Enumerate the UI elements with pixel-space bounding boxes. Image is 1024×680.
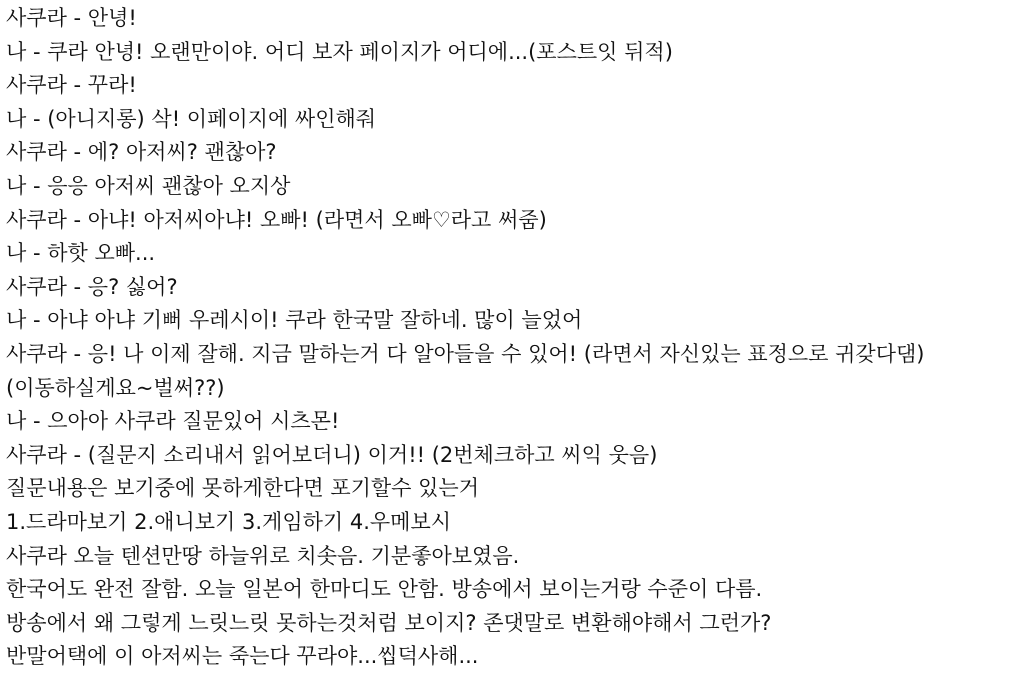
text-line: 사쿠라 - 꾸라! bbox=[6, 73, 137, 98]
text-line: 나 - 아냐 아냐 기뻐 우레시이! 쿠라 한국말 잘하네. 많이 늘었어 bbox=[6, 308, 583, 333]
text-line: 나 - 쿠라 안녕! 오랜만이야. 어디 보자 페이지가 어디에...(포스트잇 뒤적) bbox=[6, 39, 673, 64]
text-line: 사쿠라 - (질문지 소리내서 읽어보더니) 이거!! (2번체크하고 씨익 웃음) bbox=[6, 442, 658, 467]
text-line: 1.드라마보기 2.애니보기 3.게임하기 4.우메보시 bbox=[6, 509, 452, 534]
text-line: 사쿠라 - 응! 나 이제 잘해. 지금 말하는거 다 알아들을 수 있어! (라면서 자신있는 표정으로 귀갖다댐) bbox=[6, 341, 925, 366]
text-line: 질문내용은 보기중에 못하게한다면 포기할수 있는거 bbox=[6, 476, 479, 501]
text-line: 반말어택에 이 아저씨는 죽는다 꾸라야...씹덕사해... bbox=[6, 644, 479, 669]
document-body bbox=[6, 2, 1020, 674]
text-line: 방송에서 왜 그렇게 느릿느릿 못하는것처럼 보이지? 존댓말로 변환해야해서 그런가? bbox=[6, 610, 772, 635]
text-line: 사쿠라 - 아냐! 아저씨아냐! 오빠! (라면서 오빠♡라고 써줌) bbox=[6, 207, 547, 232]
text-line: 한국어도 완전 잘함. 오늘 일본어 한마디도 안함. 방송에서 보이는거랑 수준이 다름. bbox=[6, 577, 763, 602]
text-line: (이동하실게요~벌써??) bbox=[6, 375, 225, 400]
text-line: 사쿠라 - 에? 아저씨? 괜찮아? bbox=[6, 140, 277, 165]
text-line: 사쿠라 - 안녕! bbox=[6, 6, 137, 30]
text-line: 나 - 으아아 사쿠라 질문있어 시츠몬! bbox=[6, 409, 340, 434]
text-line: 사쿠라 - 응? 싫어? bbox=[6, 274, 178, 299]
text-line: 나 - 하핫 오빠... bbox=[6, 241, 156, 266]
text-line: 나 - (아니지롱) 삭! 이페이지에 싸인해줘 bbox=[6, 106, 377, 131]
text-line: 사쿠라 오늘 텐션만땅 하늘위로 치솟음. 기분좋아보였음. bbox=[6, 543, 520, 568]
text-line: 나 - 응응 아저씨 괜찮아 오지상 bbox=[6, 173, 291, 198]
